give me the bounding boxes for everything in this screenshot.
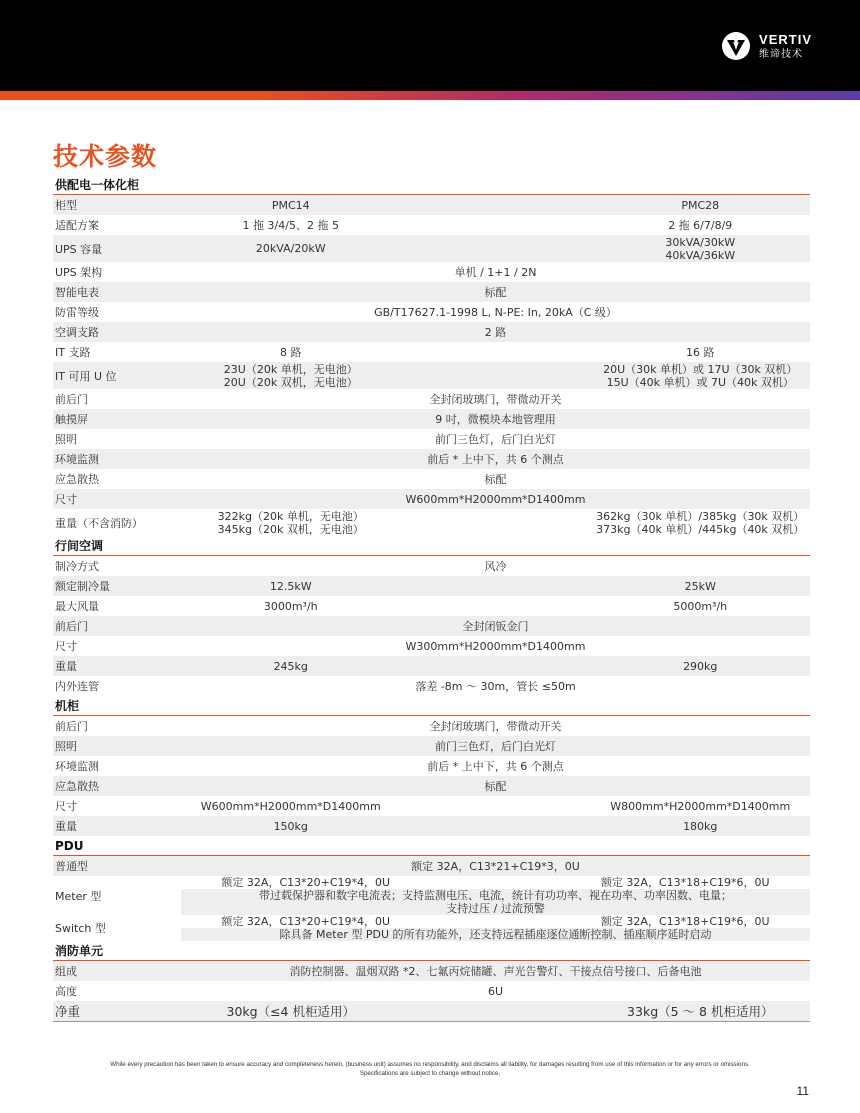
brand-name: VERTIV	[759, 31, 812, 47]
cell-line-group	[181, 928, 810, 941]
row-label: 触摸屏	[55, 413, 88, 426]
cell-value: 消防控制器、温烟双路 *2、七氟丙烷储罐、声光告警灯、干接点信号接口、后备电池	[289, 964, 702, 978]
cell-value: 30kg（≤4 机柜适用）	[226, 1003, 355, 1019]
table-row	[53, 449, 810, 469]
table-row	[53, 576, 810, 596]
cell-value: 全封闭玻璃门，带微动开关	[429, 392, 562, 406]
brand-logo[interactable]	[721, 28, 812, 64]
table-row	[53, 961, 810, 981]
cell-line: 373kg（40k 单机）/445kg（40k 双机）	[596, 522, 805, 536]
table-row	[53, 756, 810, 776]
row-label: 尺寸	[55, 800, 77, 813]
cell-value: 9 吋，微模块本地管理用	[435, 412, 556, 426]
cell-value: PMC14	[271, 198, 310, 212]
cell-value: 前门三色灯，后门白光灯	[435, 739, 556, 753]
table-row	[53, 656, 810, 676]
table-row	[53, 389, 810, 409]
cell-value: 支持过压 / 过流预警	[446, 902, 545, 915]
row-label: 额定制冷量	[55, 580, 110, 593]
cell-value-multi	[181, 363, 501, 389]
row-label: Switch 型	[55, 922, 106, 935]
cell-value: 33kg（5 ～ 8 机柜适用）	[627, 1003, 774, 1019]
table-row	[53, 736, 810, 756]
section-title-rack: 机柜	[53, 696, 810, 716]
cell-line-group	[181, 902, 810, 915]
cell-value: PMC28	[681, 198, 720, 212]
table-row	[53, 716, 810, 736]
cell-line: 15U（40k 单机）或 7U（40k 双机）	[606, 375, 794, 389]
cell-value: W800mm*H2000mm*D1400mm	[610, 799, 791, 813]
row-label: 应急散热	[55, 473, 99, 486]
cell-value: 全封闭钣金门	[462, 619, 529, 633]
table-row	[53, 676, 810, 696]
cell-value: 180kg	[683, 819, 718, 833]
table-row	[53, 876, 810, 915]
table-row	[53, 796, 810, 816]
cell-value: 12.5kW	[269, 579, 312, 593]
table-row	[53, 215, 810, 235]
cell-value: 前后 * 上中下，共 6 个测点	[427, 759, 564, 773]
table-row	[53, 262, 810, 282]
row-label: 前后门	[55, 720, 88, 733]
page-title: 技术参数	[53, 142, 158, 171]
row-label: 防雷等级	[55, 306, 99, 319]
cell-value: 额定 32A，C13*21+C19*3，0U	[411, 859, 580, 873]
cell-value: 6U	[487, 984, 504, 998]
table-row	[53, 1001, 810, 1021]
row-label: 高度	[55, 985, 77, 998]
cell-line-group	[181, 876, 810, 889]
header-bar	[0, 0, 860, 91]
row-label: IT 支路	[55, 346, 91, 359]
cell-line: 23U（20k 单机，无电池）	[223, 362, 358, 376]
table-row	[53, 981, 810, 1001]
brand-name-zh: 维谛技术	[759, 48, 804, 60]
cell-value-multi	[181, 510, 501, 536]
cell-value: 20kVA/20kW	[255, 242, 326, 255]
row-label: 重量	[55, 660, 77, 673]
cell-line: 20U（30k 单机）或 17U（30k 双机）	[603, 362, 798, 376]
table-row	[53, 856, 810, 876]
table-row	[53, 915, 810, 941]
cell-value: 单机 / 1+1 / 2N	[454, 265, 537, 279]
page-number: 11	[796, 1084, 809, 1098]
cell-value: 25kW	[684, 579, 716, 593]
cell-value: 风冷	[484, 559, 507, 573]
cell-value-multi	[501, 363, 811, 389]
table-row	[53, 342, 810, 362]
row-label: 照明	[55, 740, 77, 753]
cell-value: 3000m³/h	[263, 599, 318, 613]
cell-line: 20U（20k 双机，无电池）	[223, 375, 358, 389]
row-label: 内外连管	[55, 680, 99, 693]
cell-value: 标配	[484, 472, 507, 486]
cell-value: 额定 32A，C13*18+C19*6，0U	[600, 876, 770, 889]
row-label: 前后门	[55, 393, 88, 406]
section-title-fire: 消防单元	[53, 941, 810, 961]
cell-value: 前后 * 上中下，共 6 个测点	[427, 452, 564, 466]
cell-line-group	[181, 889, 810, 902]
row-label: 组成	[55, 965, 77, 978]
vertiv-logo-icon	[721, 31, 751, 61]
table-row	[53, 235, 810, 262]
cell-value-multi	[501, 510, 811, 536]
row-label: 普通型	[55, 860, 88, 873]
row-label: 环境监测	[55, 760, 99, 773]
row-label: 最大风量	[55, 600, 99, 613]
section-title-cabinet: 供配电一体化柜	[53, 175, 810, 195]
cell-line: 40kVA/36kW	[665, 248, 736, 262]
cell-value: 8 路	[280, 345, 302, 359]
cell-value: 带过载保护器和数字电流表；支持监测电压、电流，统计有功功率、视在功率、功率因数、电量；	[259, 889, 732, 902]
cell-value: W600mm*H2000mm*D1400mm	[200, 799, 381, 813]
cell-value: 额定 32A，C13*20+C19*4，0U	[221, 876, 391, 889]
table-row	[53, 776, 810, 796]
cell-line: 362kg（30k 单机）/385kg（30k 双机）	[596, 509, 805, 523]
cell-value: 2 路	[484, 325, 507, 339]
cell-value: 标配	[484, 285, 507, 299]
disclaimer-line: Specifications are subject to change without notice.	[359, 1070, 501, 1077]
row-label: 前后门	[55, 620, 88, 633]
cell-value: 全封闭玻璃门，带微动开关	[429, 719, 562, 733]
table-row	[53, 616, 810, 636]
table-row	[53, 195, 810, 215]
cell-value: 落差 -8m ～ 30m，管长 ≤50m	[415, 679, 576, 693]
cell-value: 额定 32A，C13*20+C19*4，0U	[221, 915, 391, 928]
cell-value: 2 拖 6/7/8/9	[668, 218, 733, 232]
row-label: Meter 型	[55, 889, 102, 903]
cell-value: W600mm*H2000mm*D1400mm	[405, 492, 586, 506]
cell-line: 322kg（20k 单机，无电池）	[217, 509, 364, 523]
table-row	[53, 556, 810, 576]
row-label: 照明	[55, 433, 77, 446]
table-row	[53, 322, 810, 342]
row-label: 尺寸	[55, 493, 77, 506]
row-label: 净重	[55, 1004, 81, 1019]
row-label: 柜型	[55, 199, 77, 212]
header-gradient-bar	[0, 91, 860, 100]
cell-value: 16 路	[686, 345, 715, 359]
table-row	[53, 282, 810, 302]
row-label: 应急散热	[55, 780, 99, 793]
row-label: 重量	[55, 820, 77, 833]
cell-value: 额定 32A，C13*18+C19*6，0U	[600, 915, 770, 928]
cell-value: W300mm*H2000mm*D1400mm	[405, 639, 586, 653]
row-label: 空调支路	[55, 326, 99, 339]
section-title-ac: 行间空调	[53, 536, 810, 556]
table-row	[53, 409, 810, 429]
table-row	[53, 596, 810, 616]
row-label: 智能电表	[55, 286, 99, 299]
table-row	[53, 362, 810, 389]
table-row	[53, 509, 810, 536]
table-bottom-rule	[53, 1021, 810, 1022]
row-label: UPS 容量	[55, 242, 103, 256]
disclaimer	[0, 1060, 860, 1078]
cell-value: 1 拖 3/4/5、2 拖 5	[242, 218, 339, 232]
table-row	[53, 469, 810, 489]
cell-value: GB/T17627.1-1998 L, N-PE: In, 20kA（C 级）	[374, 305, 617, 319]
table-row	[53, 636, 810, 656]
table-row	[53, 429, 810, 449]
cell-value: 前门三色灯，后门白光灯	[435, 432, 556, 446]
cell-line: 30kVA/30kW	[665, 235, 736, 249]
row-label: 制冷方式	[55, 560, 99, 573]
spec-table	[53, 175, 810, 1022]
table-row	[53, 816, 810, 836]
disclaimer-line: While every precaution has been taken to ensure accuracy and completeness herein, (business unit) assumes no responsibility, and disclaims all liability, for damages resulting from use of this information or for any errors or omissions.	[110, 1061, 750, 1068]
row-label: 环境监测	[55, 453, 99, 466]
cell-value: 除具备 Meter 型 PDU 的所有功能外，还支持远程插座逐位通断控制、插座顺序延时启动	[279, 928, 712, 941]
cell-value: 5000m³/h	[673, 599, 728, 613]
row-label: 重量（不含消防）	[55, 516, 143, 530]
section-title-pdu: PDU	[53, 836, 810, 856]
row-label: 适配方案	[55, 219, 99, 232]
cell-value: 245kg	[273, 659, 308, 673]
cell-value: 标配	[484, 779, 507, 793]
cell-value: 290kg	[683, 659, 718, 673]
table-row	[53, 489, 810, 509]
table-row	[53, 302, 810, 322]
row-label: UPS 架构	[55, 266, 103, 279]
cell-line: 345kg（20k 双机，无电池）	[217, 522, 364, 536]
cell-value-multi	[501, 236, 811, 262]
row-label: IT 可用 U 位	[55, 369, 117, 383]
cell-value: 150kg	[273, 819, 308, 833]
row-label: 尺寸	[55, 640, 77, 653]
cell-line-group	[181, 915, 810, 928]
